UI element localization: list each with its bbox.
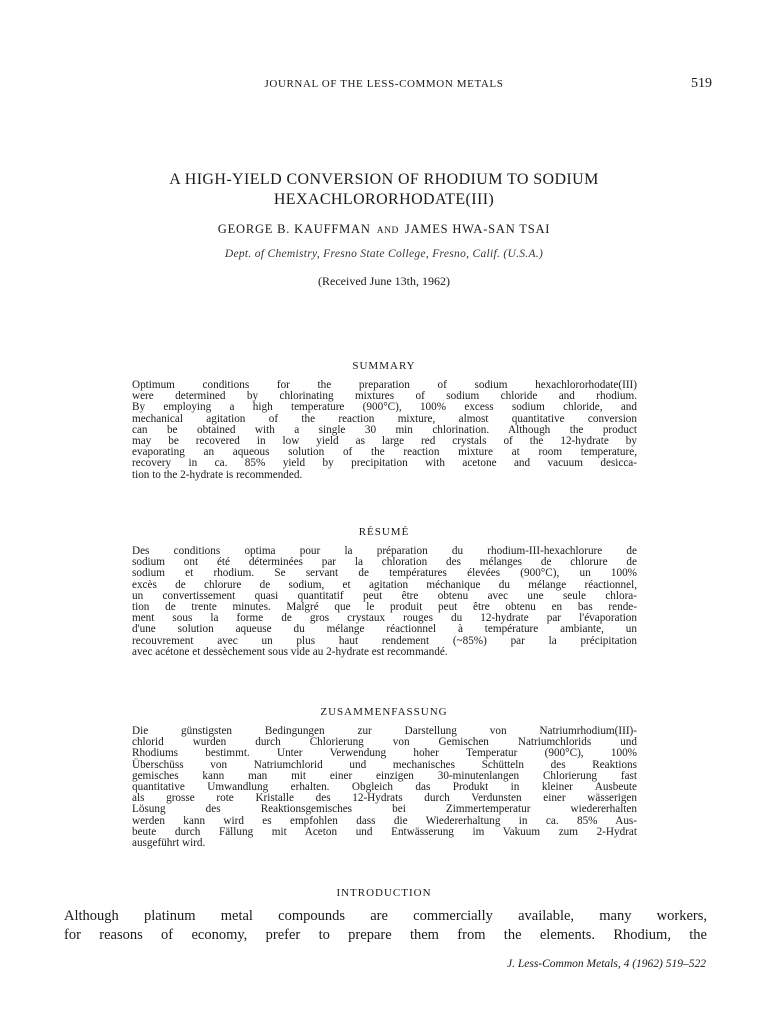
affiliation: Dept. of Chemistry, Fresno State College, Fresno, Calif. (U.S.A.) <box>224 248 544 260</box>
abstract-line: tion de trente minutes. Malgré que le produit peut être obtenu en bas rende- <box>132 601 637 614</box>
abstract-line: Lösung des Reaktionsgemisches bei Zimmertemperatur wiedererhalten <box>132 803 637 816</box>
body-line: Although platinum metal compounds are commercially available, many workers, <box>64 908 707 924</box>
abstract-line: evaporating an aqueous solution of the reaction mixture at room temperature, <box>132 446 637 459</box>
abstract-line: Die günstigsten Bedingungen zur Darstellung von Natriumrhodium(III)- <box>132 725 637 737</box>
abstract-line: sodium et rhodium. Se servant de températures élevées (900°C), un 100% <box>132 567 637 580</box>
zusammenfassung-heading: ZUSAMMENFASSUNG <box>320 706 448 718</box>
abstract-line: excès de chlorure de sodium, et agitation méchanique du mélange réactionnel, <box>132 578 637 591</box>
resume-abstract <box>132 546 637 658</box>
author-name: GEORGE B. KAUFFMAN <box>217 222 371 236</box>
abstract-line: sodium ont été déterminées par la chloration des mélanges de chlorure de <box>132 556 637 569</box>
running-head: JOURNAL OF THE LESS-COMMON METALS <box>264 78 504 90</box>
abstract-line: ment sous la forme de gros crystaux rouges du 12-hydrate par l'évaporation <box>132 612 637 625</box>
received-date: (Received June 13th, 1962) <box>318 274 450 288</box>
abstract-line: can be obtained with a single 30 min chlorination. Although the product <box>132 423 637 436</box>
abstract-line: may be recovered in low yield as large red crystals of the 12-hydrate by <box>132 435 637 448</box>
author-line <box>0 222 768 237</box>
abstract-line: gemisches kann man mit einer einzigen 30-minutenlangen Chlorierung fast <box>132 769 637 782</box>
article-title <box>100 170 668 210</box>
abstract-line: d'une solution aqueuse du mélange réactionnel à température ambiante, un <box>132 623 637 636</box>
title-line: HEXACHLORORHODATE(III) <box>273 191 495 208</box>
abstract-line: tion to the 2-hydrate is recommended. <box>132 468 303 481</box>
zusammenfassung-abstract <box>132 726 637 849</box>
author-connector: AND <box>376 226 399 236</box>
introduction-text <box>64 907 707 945</box>
page-number: 519 <box>691 76 712 91</box>
introduction-heading: INTRODUCTION <box>336 887 432 899</box>
abstract-line: Überschüss von Natriumchlorid und mechanisches Schütteln des Reaktions <box>132 758 637 771</box>
title-line: A HIGH-YIELD CONVERSION OF RHODIUM TO SODIUM <box>169 171 599 188</box>
abstract-line: were determined by chlorinating mixtures of sodium chloride and rhodium. <box>132 390 637 403</box>
abstract-line: recovery in ca. 85% yield by precipitation with acetone and vacuum desicca- <box>132 457 637 470</box>
abstract-line: als grosse rote Kristalle des 12-Hydrats durch Verdunsten einer wässerigen <box>132 792 637 805</box>
abstract-line: ausgeführt wird. <box>132 837 206 850</box>
abstract-line: beute durch Fällung mit Aceton und Entwässerung im Vakuum zum 2-Hydrat <box>132 825 637 838</box>
abstract-line: quantitative Umwandlung erhalten. Obgleich das Produkt in kleiner Ausbeute <box>132 781 637 794</box>
author-name: JAMES HWA-SAN TSAI <box>404 222 551 236</box>
abstract-line: Des conditions optima pour la préparation du rhodium-III-hexachlorure de <box>132 545 637 557</box>
resume-heading: RÉSUMÉ <box>358 526 410 538</box>
abstract-line: chlorid wurden durch Chlorierung von Gemischen Natriumchlorids und <box>132 736 637 749</box>
abstract-line: mechanical agitation of the reaction mixture, almost quantitative conversion <box>132 412 637 425</box>
abstract-line: Optimum conditions for the preparation of sodium hexachlororhodate(III) <box>132 379 637 391</box>
footer-citation: J. Less-Common Metals, 4 (1962) 519–522 <box>507 958 706 970</box>
summary-abstract <box>132 380 637 481</box>
abstract-line: recouvrement avec un plus haut rendement (~85%) par la précipitation <box>132 634 637 647</box>
body-line: for reasons of economy, prefer to prepare them from the elements. Rhodium, the <box>64 927 707 943</box>
summary-heading: SUMMARY <box>352 360 416 372</box>
abstract-line: Rhodiums bestimmt. Unter Verwendung hoher Temperatur (900°C), 100% <box>132 747 637 760</box>
abstract-line: By employing a high temperature (900°C), 100% excess sodium chloride, and <box>132 401 637 414</box>
abstract-line: werden kann wird es empfohlen dass die Wiedererhaltung in ca. 85% Aus- <box>132 814 637 827</box>
abstract-line: avec acétone et dessèchement sous vide au 2-hydrate est recommandé. <box>132 645 448 658</box>
abstract-line: un convertissement quasi quantitatif peut être obtenu avec une seule chlora- <box>132 589 637 602</box>
